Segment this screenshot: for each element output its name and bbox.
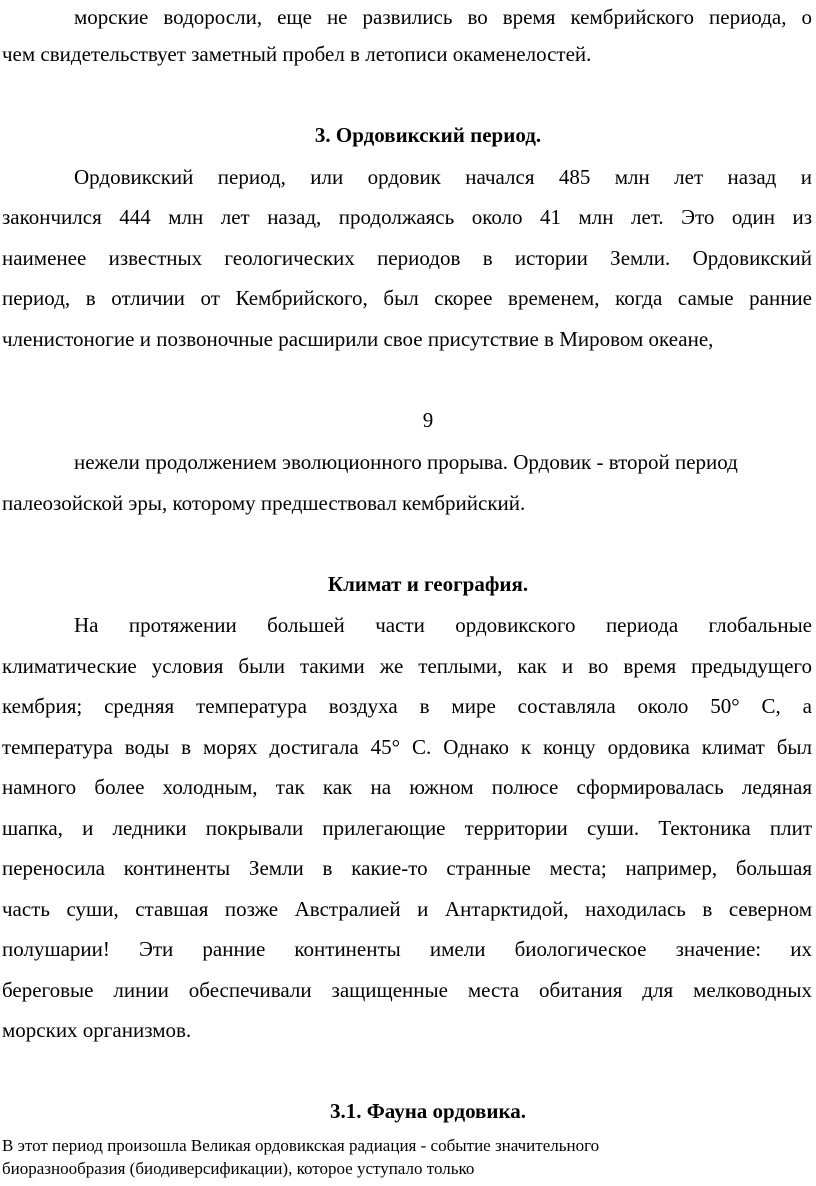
text-line: Ордовикский период, или ордовик начался 485 млн лет назад и	[74, 165, 812, 189]
text-line: биоразнообразия (биодиверсификации), которое уступало только	[2, 1159, 475, 1178]
text-line: береговые линии обеспечивали защищенные места обитания для мелководных	[2, 978, 812, 1002]
text-line: переносила континенты Земли в какие-то странные места; например, большая	[2, 856, 812, 880]
text-line: На протяжении большей части ордовикского периода глобальные	[74, 613, 812, 637]
text-line: полушарии! Эти ранние континенты имели биологическое значение: их	[2, 937, 812, 961]
section-heading: Климат и география.	[327, 572, 529, 596]
text-line: шапка, и ледники покрывали прилегающие территории суши. Тектоника плит	[2, 816, 812, 840]
text-line: закончился 444 млн лет назад, продолжаясь около 41 млн лет. Это один из	[2, 205, 812, 229]
text-line: намного более холодным, так как на южном полюсе сформировалась ледяная	[2, 775, 812, 799]
text-line: период, в отличии от Кембрийского, был скорее временем, когда самые ранние	[2, 286, 812, 310]
text-line: морские водоросли, еще не развились во время кембрийского периода, о	[74, 5, 812, 29]
text-line: климатические условия были такими же теплыми, как и во время предыдущего	[2, 654, 812, 678]
text-line: морских организмов.	[2, 1018, 192, 1042]
section-heading: 3. Ордовикский период.	[314, 123, 542, 147]
text-line: часть суши, ставшая позже Австралией и Антарктидой, находилась в северном	[2, 897, 812, 921]
text-line: чем свидетельствует заметный пробел в летописи окаменелостей.	[2, 42, 592, 66]
text-line: членистоногие и позвоночные расширили свое присутствие в Мировом океане,	[2, 327, 714, 351]
text-line: В этот период произошла Великая ордовикская радиация - событие значительного	[2, 1136, 600, 1155]
text-line: температура воды в морях достигала 45° C. Однако к концу ордовика климат был	[2, 735, 812, 759]
section-heading: 3.1. Фауна ордовика.	[329, 1099, 527, 1123]
page-number: 9	[422, 408, 434, 432]
text-line: кембрия; средняя температура воздуха в мире составляла около 50° C, а	[2, 694, 812, 718]
text-line: нежели продолжением эволюционного прорыва. Ордовик - второй период	[74, 450, 738, 474]
text-line: палеозойской эры, которому предшествовал кембрийский.	[2, 491, 526, 515]
text-line: наименее известных геологических периодов в истории Земли. Ордовикский	[2, 246, 812, 270]
